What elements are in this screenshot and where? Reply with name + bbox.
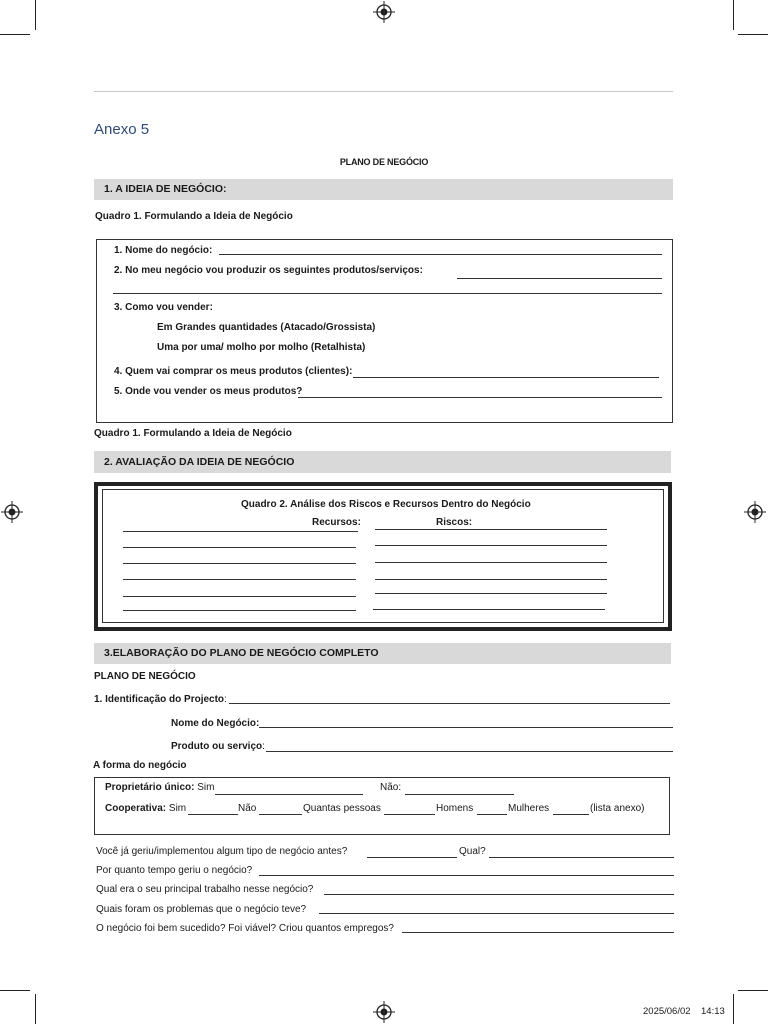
crop-mark (35, 0, 36, 30)
crop-mark (733, 0, 734, 30)
success-answer-line[interactable] (402, 932, 674, 933)
section1-caption-bottom: Quadro 1. Formulando a Ideia de Negócio (94, 428, 292, 439)
coop-people-line[interactable] (384, 814, 435, 815)
main-work-answer-line[interactable] (324, 894, 674, 895)
business-name-line[interactable] (259, 727, 673, 728)
annex-title: Anexo 5 (94, 121, 150, 138)
crop-mark (738, 990, 768, 991)
q5-label: 5. Onde vou vender os meus produtos? (114, 386, 303, 397)
product-line[interactable] (266, 751, 673, 752)
experience-which-label: Qual? (459, 846, 486, 857)
identification-colon: : (224, 694, 227, 705)
identification-label (94, 694, 227, 705)
resources-line[interactable] (123, 610, 356, 611)
success-question: O negócio foi bem sucedido? Foi viável? Criou quantos empregos? (96, 923, 394, 934)
product-colon: : (262, 741, 265, 752)
crop-mark (0, 990, 30, 991)
problems-question: Quais foram os problemas que o negócio teve? (96, 904, 307, 915)
experience-answer-line[interactable] (367, 857, 457, 858)
registration-mark-icon (373, 1, 395, 23)
registration-mark-icon (1, 501, 23, 523)
risk-box-title: Quadro 2. Análise dos Riscos e Recursos Dentro do Negócio (241, 499, 531, 510)
crop-mark (0, 34, 30, 35)
business-name-label: Nome do Negócio: (171, 718, 260, 729)
q2-answer-line[interactable] (457, 278, 662, 279)
risks-line[interactable] (375, 562, 607, 563)
q2-answer-line-2[interactable] (113, 293, 662, 294)
sole-owner-no[interactable]: Não: (380, 782, 402, 793)
problems-answer-line[interactable] (319, 913, 674, 914)
coop-no[interactable]: Não (238, 803, 257, 814)
q3-option-wholesale[interactable]: Em Grandes quantidades (Atacado/Grossista) (157, 322, 376, 333)
product-label-text: Produto ou serviço (171, 741, 263, 752)
crop-mark (733, 994, 734, 1024)
sole-owner-no-line[interactable] (405, 794, 514, 795)
coop-row (105, 803, 186, 814)
print-time: 14:13 (701, 1006, 725, 1017)
experience-question: Você já geriu/implementou algum tipo de negócio antes? (96, 846, 348, 857)
resources-label: Recursos: (312, 517, 361, 528)
sole-owner-label: Proprietário único: (105, 782, 195, 793)
section1-header: 1. A IDEIA DE NEGÓCIO: (94, 179, 673, 200)
risks-line[interactable] (375, 545, 607, 546)
sole-owner-yes-line[interactable] (215, 794, 363, 795)
coop-people: Quantas pessoas (303, 803, 381, 814)
resources-line[interactable] (123, 563, 356, 564)
q5-answer-line[interactable] (298, 397, 662, 398)
coop-yes[interactable]: Sim (168, 803, 187, 814)
coop-yes-line[interactable] (188, 814, 238, 815)
resources-line[interactable] (123, 596, 356, 597)
coop-women-line[interactable] (553, 814, 589, 815)
identification-line[interactable] (229, 703, 670, 704)
q3-option-retail[interactable]: Uma por uma/ molho por molho (Retalhista) (157, 342, 366, 353)
coop-men: Homens (436, 803, 474, 814)
coop-no-line[interactable] (259, 814, 302, 815)
experience-which-line[interactable] (489, 857, 674, 858)
q3-label: 3. Como vou vender: (114, 302, 213, 313)
crop-mark (35, 994, 36, 1024)
q4-answer-line[interactable] (353, 377, 659, 378)
sole-owner-row (105, 782, 214, 793)
sole-owner-yes[interactable]: Sim (197, 782, 215, 793)
risks-line[interactable] (375, 529, 607, 530)
business-form-label: A forma do negócio (93, 760, 187, 771)
risks-label: Riscos: (436, 517, 473, 528)
section3-header: 3.ELABORAÇÃO DO PLANO DE NEGÓCIO COMPLETO (94, 643, 671, 664)
q4-label: 4. Quem vai comprar os meus produtos (clientes): (114, 366, 353, 377)
coop-label: Cooperativa: (105, 803, 167, 814)
q1-label: 1. Nome do negócio: (114, 245, 213, 256)
plan-title: PLANO DE NEGÓCIO (339, 157, 429, 167)
crop-mark (738, 34, 768, 35)
print-date: 2025/06/02 (643, 1006, 691, 1017)
registration-mark-icon (373, 1001, 395, 1023)
coop-women: Mulheres (508, 803, 550, 814)
resources-line[interactable] (123, 547, 356, 548)
risks-line[interactable] (373, 609, 605, 610)
header-rule (94, 91, 673, 92)
q1-answer-line[interactable] (219, 254, 662, 255)
q2-label: 2. No meu negócio vou produzir os seguintes produtos/serviços: (114, 265, 423, 276)
coop-men-line[interactable] (477, 814, 507, 815)
product-label (171, 741, 265, 752)
plan-label: PLANO DE NEGÓCIO (94, 671, 196, 682)
coop-annex: (lista anexo) (590, 803, 645, 814)
resources-line[interactable] (123, 579, 356, 580)
main-work-question: Qual era o seu principal trabalho nesse negócio? (96, 884, 314, 895)
duration-answer-line[interactable] (259, 875, 674, 876)
risks-line[interactable] (375, 593, 607, 594)
section1-caption-top: Quadro 1. Formulando a Ideia de Negócio (95, 211, 293, 222)
duration-question: Por quanto tempo geriu o negócio? (96, 865, 253, 876)
identification-label-text: 1. Identificação do Projecto (94, 694, 225, 705)
section2-header: 2. AVALIAÇÃO DA IDEIA DE NEGÓCIO (94, 451, 671, 473)
resources-line[interactable] (123, 531, 358, 532)
registration-mark-icon (744, 501, 766, 523)
risks-line[interactable] (375, 579, 607, 580)
